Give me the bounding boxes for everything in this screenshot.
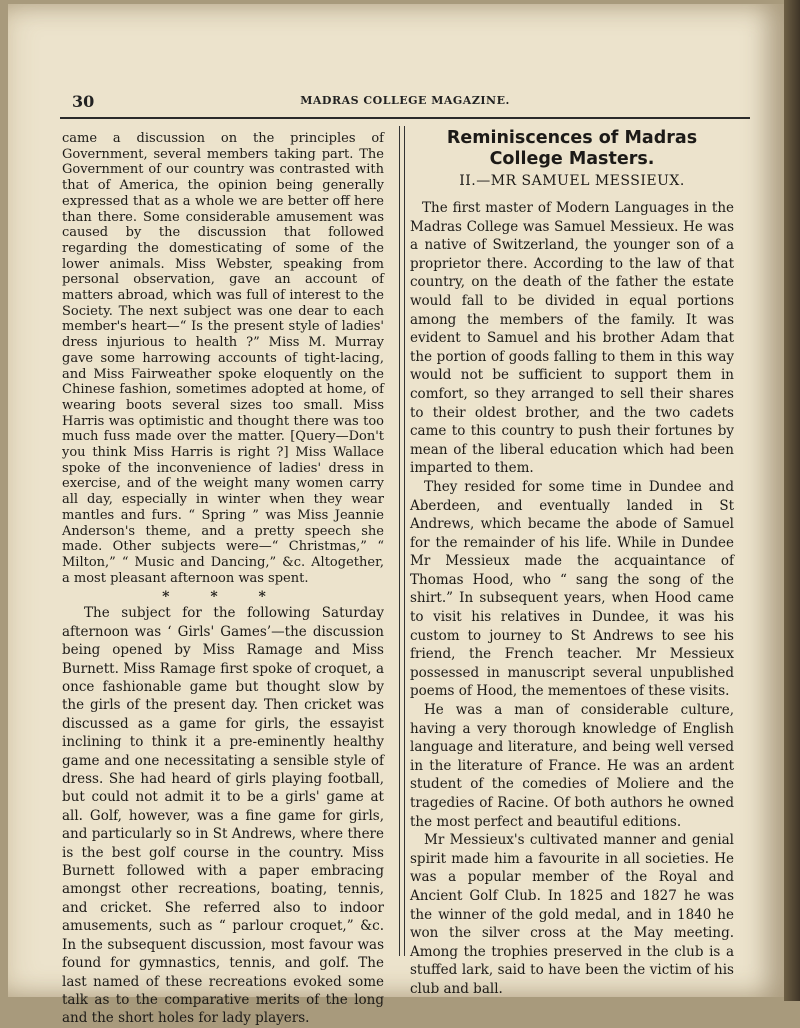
- running-title: MADRAS COLLEGE MAGAZINE.: [300, 94, 510, 107]
- article-paragraph: Mr Messieux's cultivated manner and genial spirit made him a favourite in all societies. He was a popular member of the Royal and Ancient Golf Club. In 1825 and 1827 he was the winner of the gold medal, and in 1840 he won the silver cross at the May meeting. Among the trophies preserved in the club is a stuffed lark, said to have been the victim of his club and ball.: [410, 832, 734, 997]
- article-paragraph: The first master of Modern Languages in the Madras College was Samuel Messieux. He was a native of Switzerland, the younger son of a proprietor there. According to the law of that country, on the death of the father the estate would fall to be divided in equal portions among the members of the family. It was evident to Samuel and his brother Adam that the portion of goods falling to them in this way would not be sufficient to support them in comfort, so they arranged to sell their shares to their oldest brother, and the two cadets came to this country to push their fortunes by mean of the liberal education which had been imparted to them.: [410, 200, 734, 477]
- page-number: 30: [72, 92, 95, 111]
- column-divider: [399, 126, 405, 956]
- article-title: Reminiscences of Madras College Masters.: [446, 128, 698, 169]
- article-paragraph: He was a man of considerable culture, having a very thorough knowledge of English language and literature, and being well versed in the literature of France. He was an ardent student of the comedies of Moliere and the tragedies of Racine. Of both authors he owned the most perfect and beautiful editions.: [410, 702, 734, 830]
- article-paragraph: They resided for some time in Dundee and Aberdeen, and eventually landed in St Andrews, which became the abode of Samuel for the remainder of his life. While in Dundee Mr Messieux made the acquaintance of Thomas Hood, who “ sang the song of the shirt.” In subsequent years, when Hood came to visit his relatives in Dundee, it was his custom to journey to St Andrews to see his friend, the French teacher. Mr Messieux possessed in manuscript several unpublished poems of Hood, the mementoes of these visits.: [410, 478, 734, 700]
- article-subtitle: II.—MR SAMUEL MESSIEUX.: [459, 173, 685, 189]
- left-paragraph-1: came a discussion on the principles of Government, several members taking part. The Government of our country was contrasted with that of America, the opinion being generally expressed that as a whole we are better off here than there. Some considerable amusement was caused by the discussion that followed regarding the domesticating of some of the lower animals. Miss Webster, speaking from personal observation, gave an account of matters abroad, which was full of interest to the Society. The next subject was one dear to each member's heart—“ Is the present style of ladies' dress injurious to health ?” Miss M. Murray gave some harrowing accounts of tight-lacing, and Miss Fairweather spoke eloquently on the Chinese fashion, sometimes adopted at home, of wearing boots several sizes too small. Miss Harris was optimistic and thought there was too much fuss made over the matter. [Query—Don't you think Miss Harris is right ?] Miss Wallace spoke of the inconvenience of ladies' dress in exercise, and of the weight many women carry all day, especially in winter when they wear mantles and furs. “ Spring ” was Miss Jeannie Anderson's theme, and a pretty speech she made. Other subjects were—“ Christmas,” “ Milton,” “ Music and Dancing,” &c. Altogether, a most pleasant afternoon was spent.: [62, 131, 384, 586]
- page-header: [60, 88, 750, 112]
- book-edge: [784, 0, 800, 1001]
- section-separator: * * *: [162, 589, 284, 606]
- header-rule: [60, 117, 750, 121]
- right-column: [410, 128, 734, 999]
- article-body: [410, 199, 734, 999]
- left-paragraph-2: The subject for the following Saturday afternoon was ‘ Girls' Games’—the discussion being opened by Miss Ramage and Miss Burnett. Miss Ramage first spoke of croquet, a once fashionable game but thought slow by the girls of the present day. Then cricket was discussed as a game for girls, the essayist inclining to think it a pre-eminently healthy game and one necessitating a sensible style of dress. She had heard of girls playing football, but could not admit it to be a girls' game at all. Golf, however, was a fine game for girls, and particularly so in St Andrews, where there is the best golf course in the country. Miss Burnett followed with a paper embracing amongst other recreations, boating, tennis, and cricket. She referred also to indoor amusements, such as “ parlour croquet,” &c. In the subsequent discussion, most favour was found for gymnastics, tennis, and golf. The last named of these recreations evoked some talk as to the comparative merits of the long and the short holes for lady players.: [62, 605, 384, 1027]
- left-column: [62, 131, 384, 1028]
